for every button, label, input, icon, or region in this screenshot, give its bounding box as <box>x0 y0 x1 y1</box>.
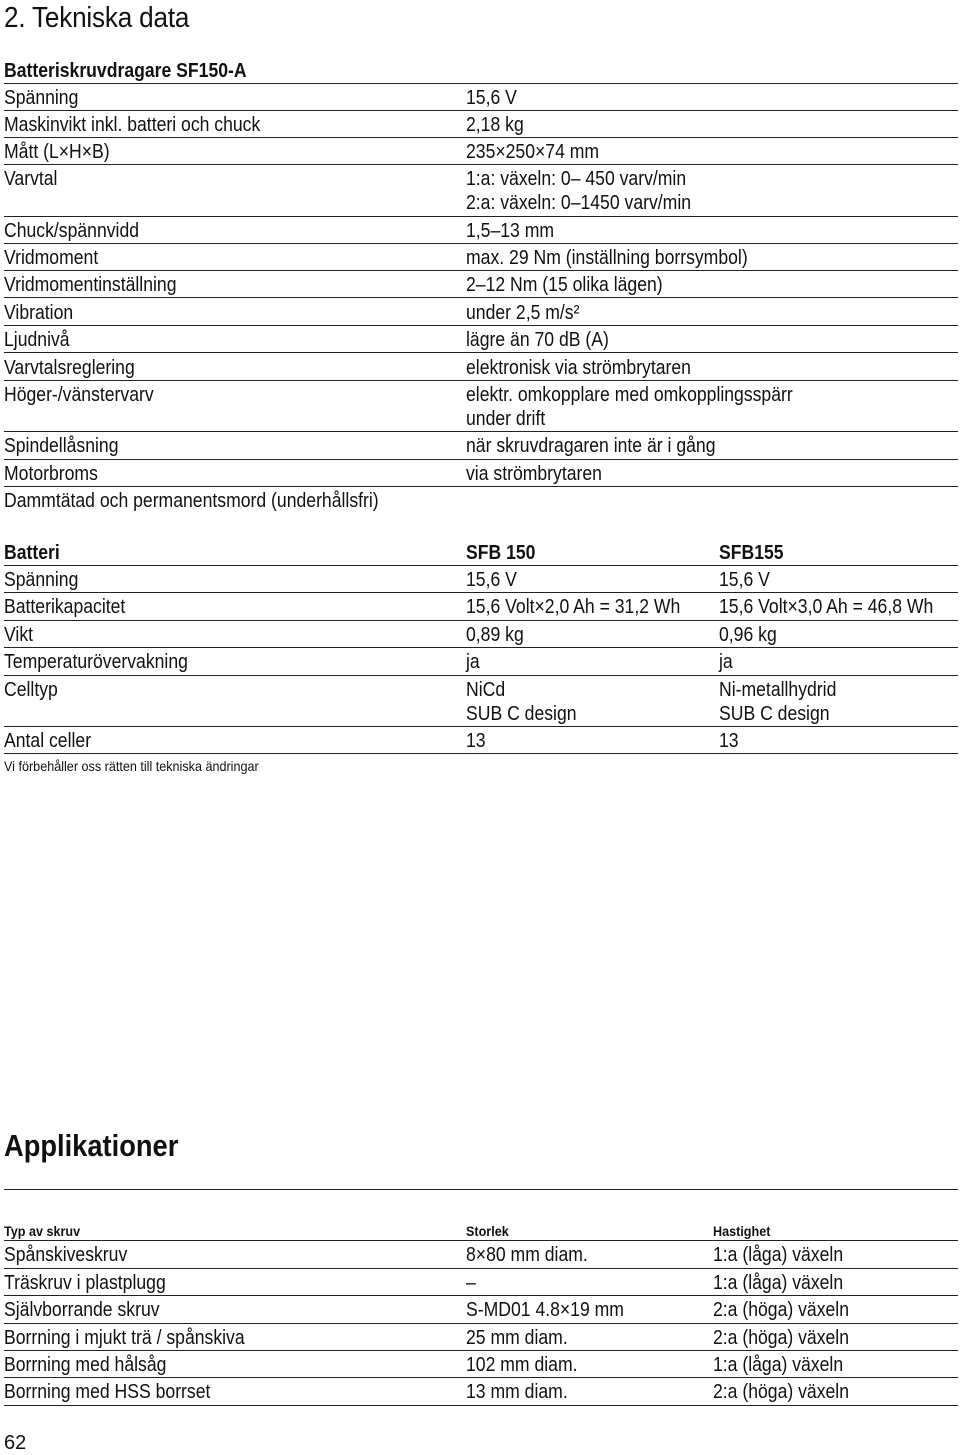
battery-value-b: 0,96 kg <box>719 624 777 646</box>
divider <box>4 1240 958 1241</box>
divider <box>4 1405 958 1406</box>
divider <box>4 83 958 84</box>
divider <box>4 164 958 165</box>
spec-value: 1,5–13 mm <box>466 220 555 242</box>
app-type: Borrning med HSS borrset <box>4 1381 211 1403</box>
battery-header-a: SFB 150 <box>466 542 536 564</box>
battery-header-label: Batteri <box>4 542 60 564</box>
battery-value-b: 15,6 Volt×3,0 Ah = 46,8 Wh <box>719 596 934 618</box>
battery-value-b: ja <box>719 651 733 673</box>
app-type: Självborrande skruv <box>4 1299 160 1321</box>
app-size: 25 mm diam. <box>466 1327 568 1349</box>
battery-label: Antal celler <box>4 730 92 752</box>
divider <box>4 1189 958 1190</box>
divider <box>4 647 958 648</box>
divider <box>4 675 958 676</box>
page-title: 2. Tekniska data <box>4 2 190 34</box>
spec-value: under 2,5 m/s² <box>466 302 580 324</box>
app-type: Borrning med hålsåg <box>4 1354 167 1376</box>
spec-value: max. 29 Nm (inställning borrsymbol) <box>466 247 748 269</box>
app-type: Borrning i mjukt trä / spånskiva <box>4 1327 245 1349</box>
battery-value-a: SUB C design <box>466 703 577 725</box>
spec-label: Dammtätad och permanentsmord (underhållsfri) <box>4 490 379 512</box>
divider <box>4 1268 958 1269</box>
spec-label: Vridmoment <box>4 247 99 269</box>
footnote: Vi förbehåller oss rätten till tekniska ändringar <box>4 758 259 774</box>
divider <box>4 1323 958 1324</box>
spec-label: Maskinvikt inkl. batteri och chuck <box>4 114 261 136</box>
spec-value: 2,18 kg <box>466 114 524 136</box>
spec-label: Mått (L×H×B) <box>4 141 110 163</box>
app-speed: 1:a (låga) växeln <box>713 1244 844 1266</box>
divider <box>4 110 958 111</box>
col-header-size: Storlek <box>466 1223 509 1239</box>
app-speed: 1:a (låga) växeln <box>713 1272 844 1294</box>
applications-title: Applikationer <box>4 1128 179 1163</box>
app-size: S-MD01 4.8×19 mm <box>466 1299 624 1321</box>
divider <box>4 243 958 244</box>
spec-label: Vibration <box>4 302 74 324</box>
battery-label: Temperaturövervakning <box>4 651 188 673</box>
battery-value-a: 13 <box>466 730 486 752</box>
app-size: 102 mm diam. <box>466 1354 578 1376</box>
spec-value: under drift <box>466 408 546 430</box>
divider <box>4 352 958 353</box>
spec-label: Varvtalsreglering <box>4 357 135 379</box>
app-size: – <box>466 1272 476 1294</box>
app-speed: 2:a (höga) växeln <box>713 1327 850 1349</box>
spec-heading: Batteriskruvdragare SF150-A <box>4 60 247 82</box>
spec-value: elektronisk via strömbrytaren <box>466 357 691 379</box>
divider <box>4 270 958 271</box>
spec-value: elektr. omkopplare med omkopplingsspärr <box>466 384 793 406</box>
divider <box>4 297 958 298</box>
spec-label: Spindellåsning <box>4 435 119 457</box>
spec-label: Motorbroms <box>4 463 98 485</box>
battery-value-b: 15,6 V <box>719 569 770 591</box>
battery-value-b: Ni-metallhydrid <box>719 679 837 701</box>
spec-value: 2–12 Nm (15 olika lägen) <box>466 274 663 296</box>
divider <box>4 1350 958 1351</box>
spec-label: Chuck/spännvidd <box>4 220 140 242</box>
app-speed: 2:a (höga) växeln <box>713 1381 850 1403</box>
battery-label: Spänning <box>4 569 79 591</box>
col-header-speed: Hastighet <box>713 1223 771 1239</box>
battery-label: Batterikapacitet <box>4 596 126 618</box>
divider <box>4 325 958 326</box>
spec-value: 15,6 V <box>466 87 517 109</box>
divider <box>4 592 958 593</box>
spec-label: Spänning <box>4 87 79 109</box>
spec-value: 235×250×74 mm <box>466 141 600 163</box>
battery-label: Vikt <box>4 624 34 646</box>
app-size: 13 mm diam. <box>466 1381 568 1403</box>
battery-value-b: SUB C design <box>719 703 830 725</box>
app-size: 8×80 mm diam. <box>466 1244 588 1266</box>
app-speed: 1:a (låga) växeln <box>713 1354 844 1376</box>
spec-label: Höger-/vänstervarv <box>4 384 154 406</box>
battery-value-a: 0,89 kg <box>466 624 524 646</box>
battery-value-a: 15,6 Volt×2,0 Ah = 31,2 Wh <box>466 596 681 618</box>
battery-value-a: ja <box>466 651 480 673</box>
app-speed: 2:a (höga) växeln <box>713 1299 850 1321</box>
divider <box>4 620 958 621</box>
divider <box>4 1295 958 1296</box>
spec-value: via strömbrytaren <box>466 463 602 485</box>
spec-value: lägre än 70 dB (A) <box>466 329 609 351</box>
spec-value: när skruvdragaren inte är i gång <box>466 435 716 457</box>
battery-header-b: SFB155 <box>719 542 784 564</box>
divider <box>4 486 958 487</box>
divider <box>4 753 958 754</box>
spec-value: 2:a: växeln: 0–1450 varv/min <box>466 192 692 214</box>
divider <box>4 565 958 566</box>
divider <box>4 216 958 217</box>
page-number: 62 <box>4 1432 27 1454</box>
divider <box>4 380 958 381</box>
divider <box>4 459 958 460</box>
battery-label: Celltyp <box>4 679 58 701</box>
battery-value-a: NiCd <box>466 679 506 701</box>
battery-value-b: 13 <box>719 730 739 752</box>
spec-label: Ljudnivå <box>4 329 70 351</box>
spec-value: 1:a: växeln: 0– 450 varv/min <box>466 168 687 190</box>
app-type: Träskruv i plastplugg <box>4 1272 166 1294</box>
divider <box>4 1377 958 1378</box>
spec-label: Varvtal <box>4 168 58 190</box>
divider <box>4 726 958 727</box>
divider <box>4 431 958 432</box>
app-type: Spånskiveskruv <box>4 1244 128 1266</box>
spec-label: Vridmomentinställning <box>4 274 177 296</box>
battery-value-a: 15,6 V <box>466 569 517 591</box>
divider <box>4 137 958 138</box>
col-header-type: Typ av skruv <box>4 1223 81 1239</box>
